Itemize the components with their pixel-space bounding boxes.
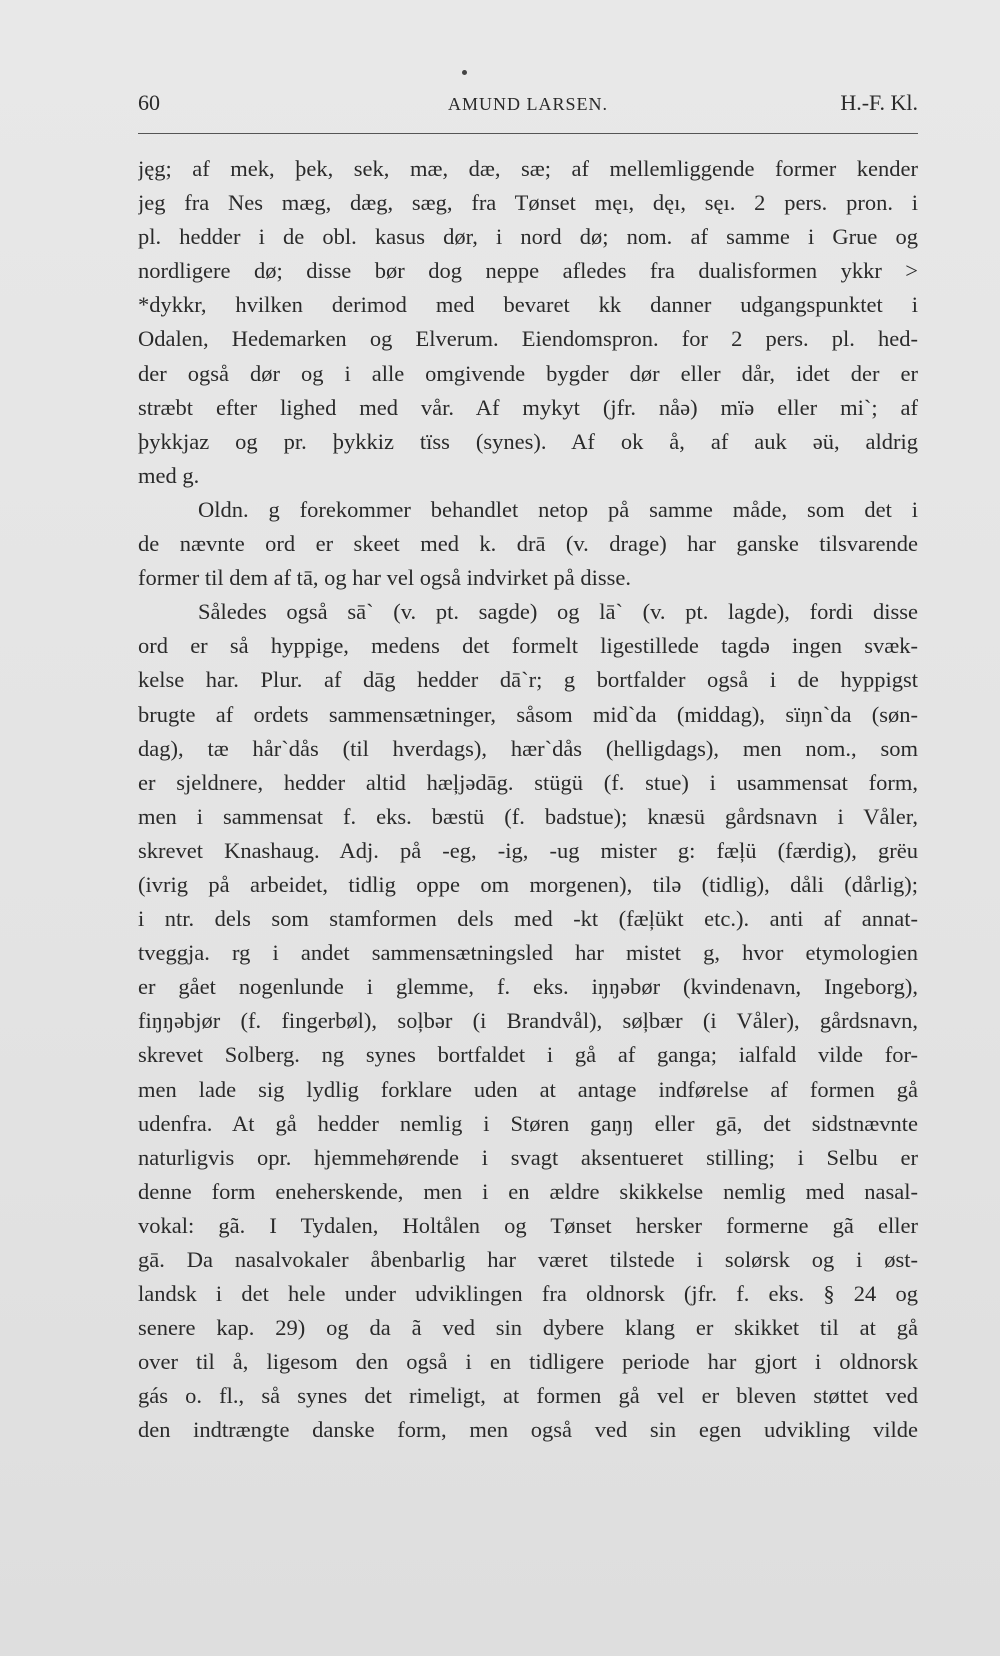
text-line: er gået nogenlunde i glemme, f. eks. iŋŋəbør (kvindenavn, Ingeborg),: [138, 974, 918, 1000]
text-line: kelse har. Plur. af dāg hedder dā`r; g bortfalder også i de hyppigst: [138, 667, 918, 693]
text-line: gás o. fl., så synes det rimeligt, at formen gå vel er bleven støttet ved: [138, 1383, 918, 1409]
text-line: Oldn. g forekommer behandlet netop på samme måde, som det i: [198, 496, 918, 522]
header-rule: [138, 133, 918, 134]
body-text: [138, 152, 918, 1448]
text-line: skrevet Knashaug. Adj. på -eg, -ig, -ug mister g: fæļü (færdig), grëu: [138, 837, 918, 863]
text-line: i ntr. dels som stamformen dels med -kt (fæļükt etc.). anti af annat-: [138, 906, 918, 932]
text-line: (ivrig på arbeidet, tidlig oppe om morgenen), tilə (tidlig), dåli (dårlig);: [138, 871, 918, 897]
section-label: H.-F. Kl.: [840, 90, 918, 115]
running-title: AMUND LARSEN.: [447, 94, 608, 114]
running-head: [138, 90, 918, 124]
text-line: den indtrængte danske form, men også ved sin egen udvikling vilde: [138, 1417, 918, 1443]
text-line: de nævnte ord er skeet med k. drā (v. drage) har ganske tilsvarende: [138, 531, 918, 557]
text-line: nordligere dø; disse bør dog neppe afledes fra dualisformen ykkr >: [138, 258, 918, 284]
text-line: men i sammensat f. eks. bæstü (f. badstue); knæsü gårdsnavn i Våler,: [138, 803, 918, 829]
text-line: fiŋŋəbjør (f. fingerbøl), soļbər (i Brandvål), søļbær (i Våler), gårdsnavn,: [138, 1008, 918, 1034]
text-line: Odalen, Hedemarken og Elverum. Eiendomspron. for 2 pers. pl. hed-: [138, 326, 918, 352]
text-line: denne form eneherskende, men i en ældre skikkelse nemlig med nasal-: [138, 1178, 918, 1204]
text-line: ord er så hyppige, medens det formelt ligestillede tagdə ingen svæk-: [138, 633, 918, 659]
text-line: med g.: [138, 462, 200, 488]
text-line: stræbt efter lighed med vår. Af mykyt (jfr. nåə) mïə eller mi`; af: [138, 394, 918, 420]
text-line: former til dem af tā, og har vel også indvirket på disse.: [138, 565, 631, 591]
text-line: er sjeldnere, hedder altid hæļjədāg. stügü (f. stue) i usammensat form,: [138, 769, 918, 795]
text-line: skrevet Solberg. ng synes bortfaldet i gå af ganga; ialfald vilde for-: [138, 1042, 918, 1068]
text-line: der også dør og i alle omgivende bygder dør eller dår, idet der er: [138, 360, 918, 386]
ink-speck: [462, 70, 467, 75]
text-line: brugte af ordets sammensætninger, såsom mid`da (middag), sïŋn`da (søn-: [138, 701, 918, 727]
text-line: þykkjaz og pr. þykkiz tïss (synes). Af ok å, af auk əü, aldrig: [138, 428, 918, 454]
text-line: vokal: gã. I Tydalen, Holtålen og Tønset hersker formerne gã eller: [138, 1212, 918, 1238]
text-line: tveggja. rg i andet sammensætningsled har mistet g, hvor etymologien: [138, 940, 918, 966]
text-line: jeg fra Nes mæg, dæg, sæg, fra Tønset męı, dęı, sęı. 2 pers. pron. i: [138, 190, 918, 216]
page-number: 60: [138, 90, 160, 115]
text-line: naturligvis opr. hjemmehørende i svagt aksentueret stilling; i Selbu er: [138, 1144, 918, 1170]
text-line: pl. hedder i de obl. kasus dør, i nord dø; nom. af samme i Grue og: [138, 224, 918, 250]
text-line: dag), tæ hår`dås (til hverdags), hær`dås (helligdags), men nom., som: [138, 735, 918, 761]
text-line: gā. Da nasalvokaler åbenbarlig har været tilstede i solørsk og i øst-: [138, 1247, 918, 1272]
text-line: senere kap. 29) og da ã ved sin dybere klang er skikket til at gå: [138, 1315, 918, 1341]
text-line: men lade sig lydlig forklare uden at antage indførelse af formen gå: [138, 1076, 918, 1102]
text-line: udenfra. At gå hedder nemlig i Støren gaŋŋ eller gā, det sidstnævnte: [138, 1110, 918, 1136]
text-line: Således også sā` (v. pt. sagde) og lā` (v. pt. lagde), fordi disse: [198, 599, 918, 625]
text-line: jęg; af mek, þek, sek, mæ, dæ, sæ; af mellemliggende former kender: [138, 156, 918, 181]
text-line: *dykkr, hvilken derimod med bevaret kk danner udgangspunktet i: [138, 292, 918, 318]
text-line: over til å, ligesom den også i en tidligere periode har gjort i oldnorsk: [138, 1349, 918, 1375]
text-line: landsk i det hele under udviklingen fra oldnorsk (jfr. f. eks. § 24 og: [138, 1281, 918, 1307]
